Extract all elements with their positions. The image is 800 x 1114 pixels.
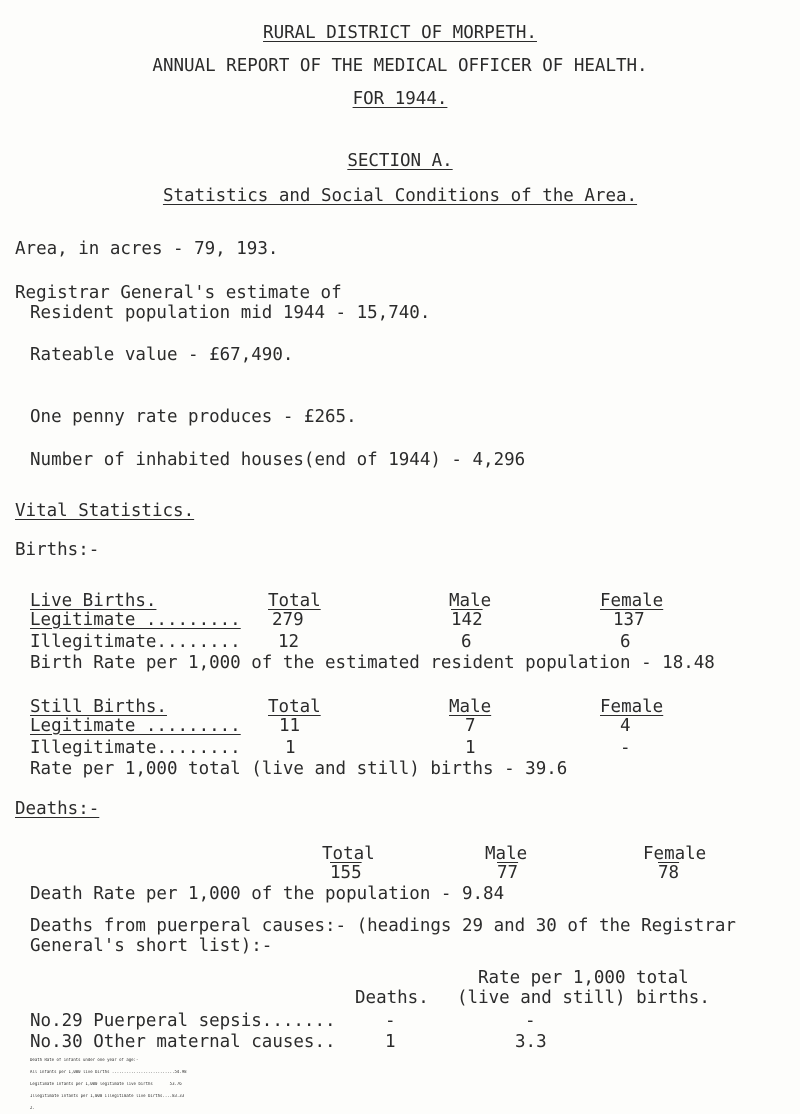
infant-block <box>30 1050 187 1114</box>
vital-statistics-heading: Vital Statistics. <box>15 501 195 521</box>
deaths-label: Deaths:- <box>15 799 100 819</box>
puerperal-row-2-label: No.30 Other maternal causes.. <box>30 1032 336 1052</box>
deaths-header-female: Female <box>643 844 707 864</box>
infant-illeg: Illegitimate infants per 1,000 illegitimate live births....83.33 <box>30 1094 185 1098</box>
infant-intro: Death Rate of infants under one year of age:- <box>30 1058 139 1062</box>
deaths-header-total: Total <box>322 844 375 864</box>
live-illeg-male: 6 <box>461 632 472 652</box>
puerperal-header-deaths: Deaths. <box>355 988 429 1008</box>
death-rate-line: Death Rate per 1,000 of the population - 9.84 <box>30 884 505 904</box>
area-line: Area, in acres - 79, 193. <box>15 239 279 259</box>
live-legit-male: 142 <box>451 610 483 630</box>
still-header-male: Male <box>449 697 492 717</box>
live-header-total: Total <box>268 591 321 611</box>
registrar-line-1: Registrar General's estimate of <box>15 283 342 303</box>
live-illeg-total: 12 <box>278 632 300 652</box>
live-births-label: Live Births. <box>30 591 157 611</box>
births-label: Births:- <box>15 540 100 560</box>
live-legit-label: Legitimate ......... <box>30 610 241 630</box>
report-title: ANNUAL REPORT OF THE MEDICAL OFFICER OF HEALTH. <box>152 56 648 76</box>
deaths-female: 78 <box>658 863 680 883</box>
still-illeg-female: - <box>620 738 631 758</box>
still-legit-label: Legitimate ......... <box>30 716 241 736</box>
live-illeg-female: 6 <box>620 632 631 652</box>
live-legit-total: 279 <box>272 610 304 630</box>
deaths-header-male: Male <box>485 844 528 864</box>
still-births-label: Still Births. <box>30 697 167 717</box>
puerperal-header-rate-1: Rate per 1,000 total <box>478 968 689 988</box>
puerperal-row-1-label: No.29 Puerperal sepsis....... <box>30 1011 336 1031</box>
section-subtitle: Statistics and Social Conditions of the Area. <box>162 186 638 206</box>
report-year: FOR 1944. <box>352 89 448 109</box>
still-illeg-male: 1 <box>465 738 476 758</box>
penny-rate-line: One penny rate produces - £265. <box>30 407 357 427</box>
still-illeg-total: 1 <box>285 738 296 758</box>
rateable-value-line: Rateable value - £67,490. <box>30 345 294 365</box>
live-header-female: Female <box>600 591 664 611</box>
still-header-total: Total <box>268 697 321 717</box>
still-legit-female: 4 <box>620 716 631 736</box>
puerperal-intro-1: Deaths from puerperal causes:- (headings 29 and 30 of the Registrar <box>30 916 736 936</box>
infant-all: All infants per 1,000 live births ..........................54.98 <box>30 1070 187 1074</box>
still-legit-total: 11 <box>279 716 301 736</box>
live-header-male: Male <box>449 591 492 611</box>
still-legit-male: 7 <box>465 716 476 736</box>
still-illeg-label: Illegitimate........ <box>30 738 241 758</box>
registrar-line-2: Resident population mid 1944 - 15,740. <box>30 303 431 323</box>
page-number: 2. <box>30 1106 35 1110</box>
inhabited-houses-line: Number of inhabited houses(end of 1944) - 4,296 <box>30 450 526 470</box>
deaths-male: 77 <box>497 863 519 883</box>
puerperal-intro-2: General's short list):- <box>30 936 273 956</box>
birth-rate-line: Birth Rate per 1,000 of the estimated resident population - 18.48 <box>30 653 715 673</box>
district-title: RURAL DISTRICT OF MORPETH. <box>263 23 537 43</box>
puerperal-row-1-deaths: - <box>385 1011 396 1031</box>
puerperal-header-rate-2: (live and still) births. <box>457 988 710 1008</box>
puerperal-row-2-rate: 3.3 <box>515 1032 547 1052</box>
still-header-female: Female <box>600 697 664 717</box>
live-illeg-label: Illegitimate........ <box>30 632 241 652</box>
puerperal-row-2-deaths: 1 <box>385 1032 396 1052</box>
still-birth-rate-line: Rate per 1,000 total (live and still) births - 39.6 <box>30 759 568 779</box>
puerperal-row-1-rate: - <box>525 1011 536 1031</box>
section-heading: SECTION A. <box>347 151 453 171</box>
deaths-total: 155 <box>330 863 362 883</box>
live-legit-female: 137 <box>613 610 645 630</box>
infant-legit: Legitimate infants per 1,000 legitimate live births 53.76 <box>30 1082 182 1086</box>
